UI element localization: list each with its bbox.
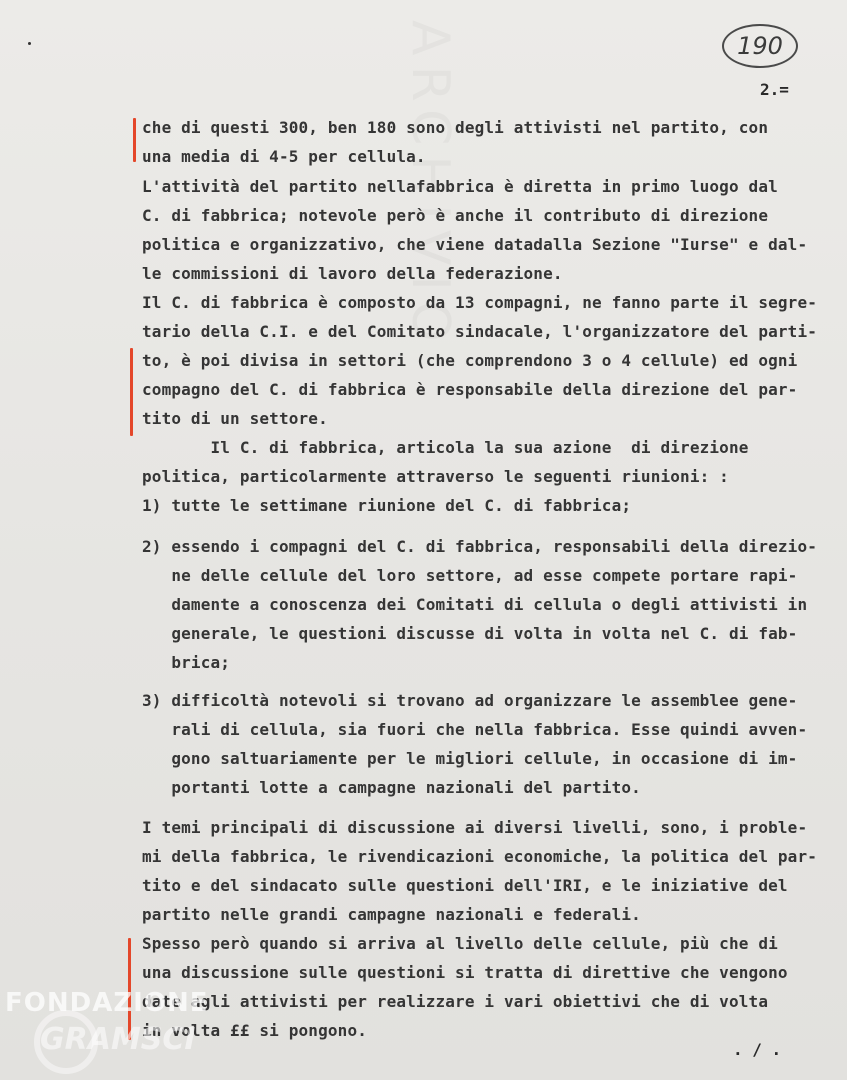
text-line: L'attività del partito nellafabbrica è diretta in primo luogo dal — [142, 177, 778, 196]
text-line: to, è poi divisa in settori (che comprendono 3 o 4 cellule) ed ogni — [142, 351, 798, 370]
text-line: tito di un settore. — [142, 409, 328, 428]
text-line: C. di fabbrica; notevole però è anche il contributo di direzione — [142, 206, 769, 225]
text-line: 1) tutte le settimane riunione del C. di fabbrica; — [142, 496, 632, 515]
archive-number-circle — [722, 24, 798, 68]
text-line: le commissioni di lavoro della federazione. — [142, 264, 563, 283]
red-margin-mark-2 — [130, 348, 133, 436]
text-line: compagno del C. di fabbrica è responsabile della direzione del par- — [142, 380, 798, 399]
continuation-mark: . / . — [733, 1040, 782, 1059]
text-line: 2) essendo i compagni del C. di fabbrica, responsabili della direzio- — [142, 537, 818, 556]
text-line: Il C. di fabbrica è composto da 13 compagni, ne fanno parte il segre- — [142, 293, 818, 312]
text-line: Spesso però quando si arriva al livello delle cellule, più che di — [142, 934, 778, 953]
text-line: portanti lotte a campagne nazionali del partito. — [142, 778, 641, 797]
text-line: tito e del sindacato sulle questioni dell'IRI, e le iniziative del — [142, 876, 788, 895]
text-line: che di questi 300, ben 180 sono degli attivisti nel partito, con — [142, 118, 769, 137]
archive-stamp-watermark: ARCHIVIO — [400, 20, 460, 352]
text-line: partito nelle grandi campagne nazionali e federali. — [142, 905, 641, 924]
text-line: generale, le questioni discusse di volta in volta nel C. di fab- — [142, 624, 798, 643]
text-line: tario della C.I. e del Comitato sindacale, l'organizzatore del parti- — [142, 322, 818, 341]
text-line: gono saltuariamente per le migliori cellule, in occasione di im- — [142, 749, 798, 768]
text-line: damente a conoscenza dei Comitati di cellula o degli attivisti in — [142, 595, 808, 614]
text-line: una discussione sulle questioni si tratta di direttive che vengono — [142, 963, 788, 982]
watermark-subtext: GRAMSCI — [40, 1022, 196, 1057]
text-line: Il C. di fabbrica, articola la sua azione di direzione — [142, 438, 749, 457]
text-line: politica e organizzativo, che viene datadalla Sezione "Iurse" e dal- — [142, 235, 808, 254]
text-line: rali di cellula, sia fuori che nella fabbrica. Esse quindi avven- — [142, 720, 808, 739]
page-number: 2.= — [760, 80, 789, 99]
watermark-text: FONDAZIONE — [5, 988, 209, 1018]
ink-dot — [28, 42, 31, 45]
text-line: politica, particolarmente attraverso le seguenti riunioni: : — [142, 467, 729, 486]
text-line: mi della fabbrica, le rivendicazioni economiche, la politica del par- — [142, 847, 818, 866]
text-line: brica; — [142, 653, 231, 672]
text-line: una media di 4-5 per cellula. — [142, 147, 426, 166]
red-margin-mark-1 — [133, 118, 136, 162]
text-line: in volta ££ si pongono. — [142, 1021, 368, 1040]
text-line: 3) difficoltà notevoli si trovano ad organizzare le assemblee gene- — [142, 691, 798, 710]
archive-number: 190 — [737, 32, 783, 60]
text-line: I temi principali di discussione ai diversi livelli, sono, i proble- — [142, 818, 808, 837]
text-line: ne delle cellule del loro settore, ad esse compete portare rapi- — [142, 566, 798, 585]
text-line: date agli attivisti per realizzare i vari obiettivi che di volta — [142, 992, 769, 1011]
